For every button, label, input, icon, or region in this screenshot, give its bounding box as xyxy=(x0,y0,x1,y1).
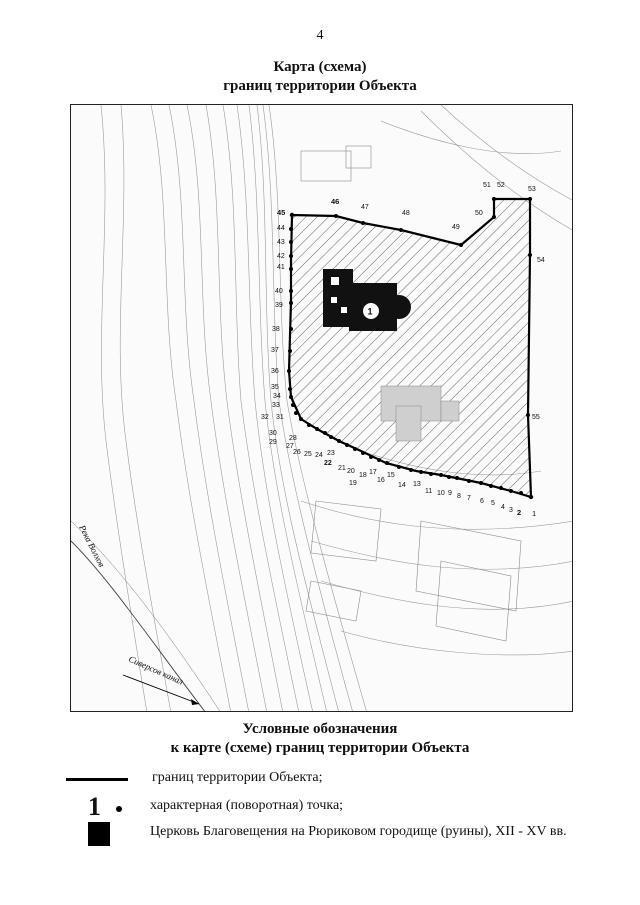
point-label-34: 34 xyxy=(273,393,281,400)
point-label-52: 52 xyxy=(497,182,505,189)
legend-title-line-2: к карте (схеме) границ территории Объекта xyxy=(170,740,470,756)
legend-item-point xyxy=(60,792,620,822)
point-label-1: 1 xyxy=(532,509,537,518)
point-label-15: 15 xyxy=(387,472,395,479)
point-label-48: 48 xyxy=(402,210,410,217)
point-label-9: 9 xyxy=(448,490,452,497)
legend-title xyxy=(0,720,640,758)
point-label-36: 36 xyxy=(271,368,279,375)
point-label-19: 19 xyxy=(349,480,357,487)
point-label-43: 43 xyxy=(277,239,285,246)
canal-arrow xyxy=(123,675,199,705)
territory-map xyxy=(71,105,573,712)
point-label-27: 27 xyxy=(286,443,294,450)
point-label-49: 49 xyxy=(452,224,460,231)
point-label-33: 33 xyxy=(272,402,280,409)
point-label-46: 46 xyxy=(331,197,340,206)
point-label-29: 29 xyxy=(269,439,277,446)
river-label: Река Волхов xyxy=(77,523,107,569)
point-label-31: 31 xyxy=(276,414,284,421)
point-label-24: 24 xyxy=(315,452,323,459)
map-title-line-2: границ территории Объекта xyxy=(223,78,417,94)
point-label-55: 55 xyxy=(532,414,540,421)
river-edge xyxy=(71,541,206,712)
page-number: 4 xyxy=(316,28,324,43)
legend-title-line-1: Условные обозначения xyxy=(242,721,398,737)
church-square-icon xyxy=(88,822,110,846)
point-label-50: 50 xyxy=(475,210,483,217)
point-label-8: 8 xyxy=(457,493,461,500)
point-label-40: 40 xyxy=(275,288,283,295)
point-label-26: 26 xyxy=(293,449,301,456)
point-label-17: 17 xyxy=(369,469,377,476)
point-label-47: 47 xyxy=(361,204,369,211)
point-label-6: 6 xyxy=(480,498,484,505)
point-label-23: 23 xyxy=(327,450,335,457)
point-label-54: 54 xyxy=(537,257,545,264)
point-label-39: 39 xyxy=(275,302,283,309)
point-label-51: 51 xyxy=(483,182,491,189)
map-frame xyxy=(70,104,573,712)
point-label-20: 20 xyxy=(347,468,355,475)
point-dot-icon xyxy=(116,806,122,812)
point-label-30: 30 xyxy=(269,430,277,437)
point-label-3: 3 xyxy=(509,507,513,514)
point-label-41: 41 xyxy=(277,264,285,271)
point-label-2: 2 xyxy=(517,508,522,517)
point-number-symbol: 1 xyxy=(88,792,101,821)
point-label-25: 25 xyxy=(304,451,312,458)
point-label-5: 5 xyxy=(491,500,495,507)
point-label-32: 32 xyxy=(261,414,269,421)
legend-church-text: Церковь Благовещения на Рюриковом городище (руины), XII - XV вв. xyxy=(150,824,567,839)
map-title-line-1: Карта (схема) xyxy=(273,59,367,75)
point-label-14: 14 xyxy=(398,482,406,489)
boundary-line-symbol xyxy=(66,778,128,781)
point-label-35: 35 xyxy=(271,384,279,391)
point-label-16: 16 xyxy=(377,477,385,484)
point-label-10: 10 xyxy=(437,490,445,497)
point-label-4: 4 xyxy=(501,504,505,511)
legend-item-boundary xyxy=(60,768,620,794)
point-label-11: 11 xyxy=(425,488,433,495)
point-label-53: 53 xyxy=(528,186,536,193)
point-label-22: 22 xyxy=(324,460,332,467)
canal-label: Сиверсов канал xyxy=(127,653,185,687)
point-label-42: 42 xyxy=(277,253,285,260)
point-label-7: 7 xyxy=(467,495,471,502)
point-label-37: 37 xyxy=(271,347,279,354)
point-label-21: 21 xyxy=(338,465,346,472)
point-label-45: 45 xyxy=(277,208,286,217)
point-label-44: 44 xyxy=(277,225,285,232)
point-label-13: 13 xyxy=(413,481,421,488)
point-label-28: 28 xyxy=(289,435,297,442)
point-label-18: 18 xyxy=(359,472,367,479)
legend-boundary-text: границ территории Объекта; xyxy=(152,770,323,785)
legend-point-text: характерная (поворотная) точка; xyxy=(150,798,344,813)
map-title xyxy=(0,58,640,96)
point-label-38: 38 xyxy=(272,326,280,333)
legend-item-church xyxy=(60,822,620,848)
territory-boundary xyxy=(289,199,531,497)
church-marker-label: 1 xyxy=(367,306,373,317)
